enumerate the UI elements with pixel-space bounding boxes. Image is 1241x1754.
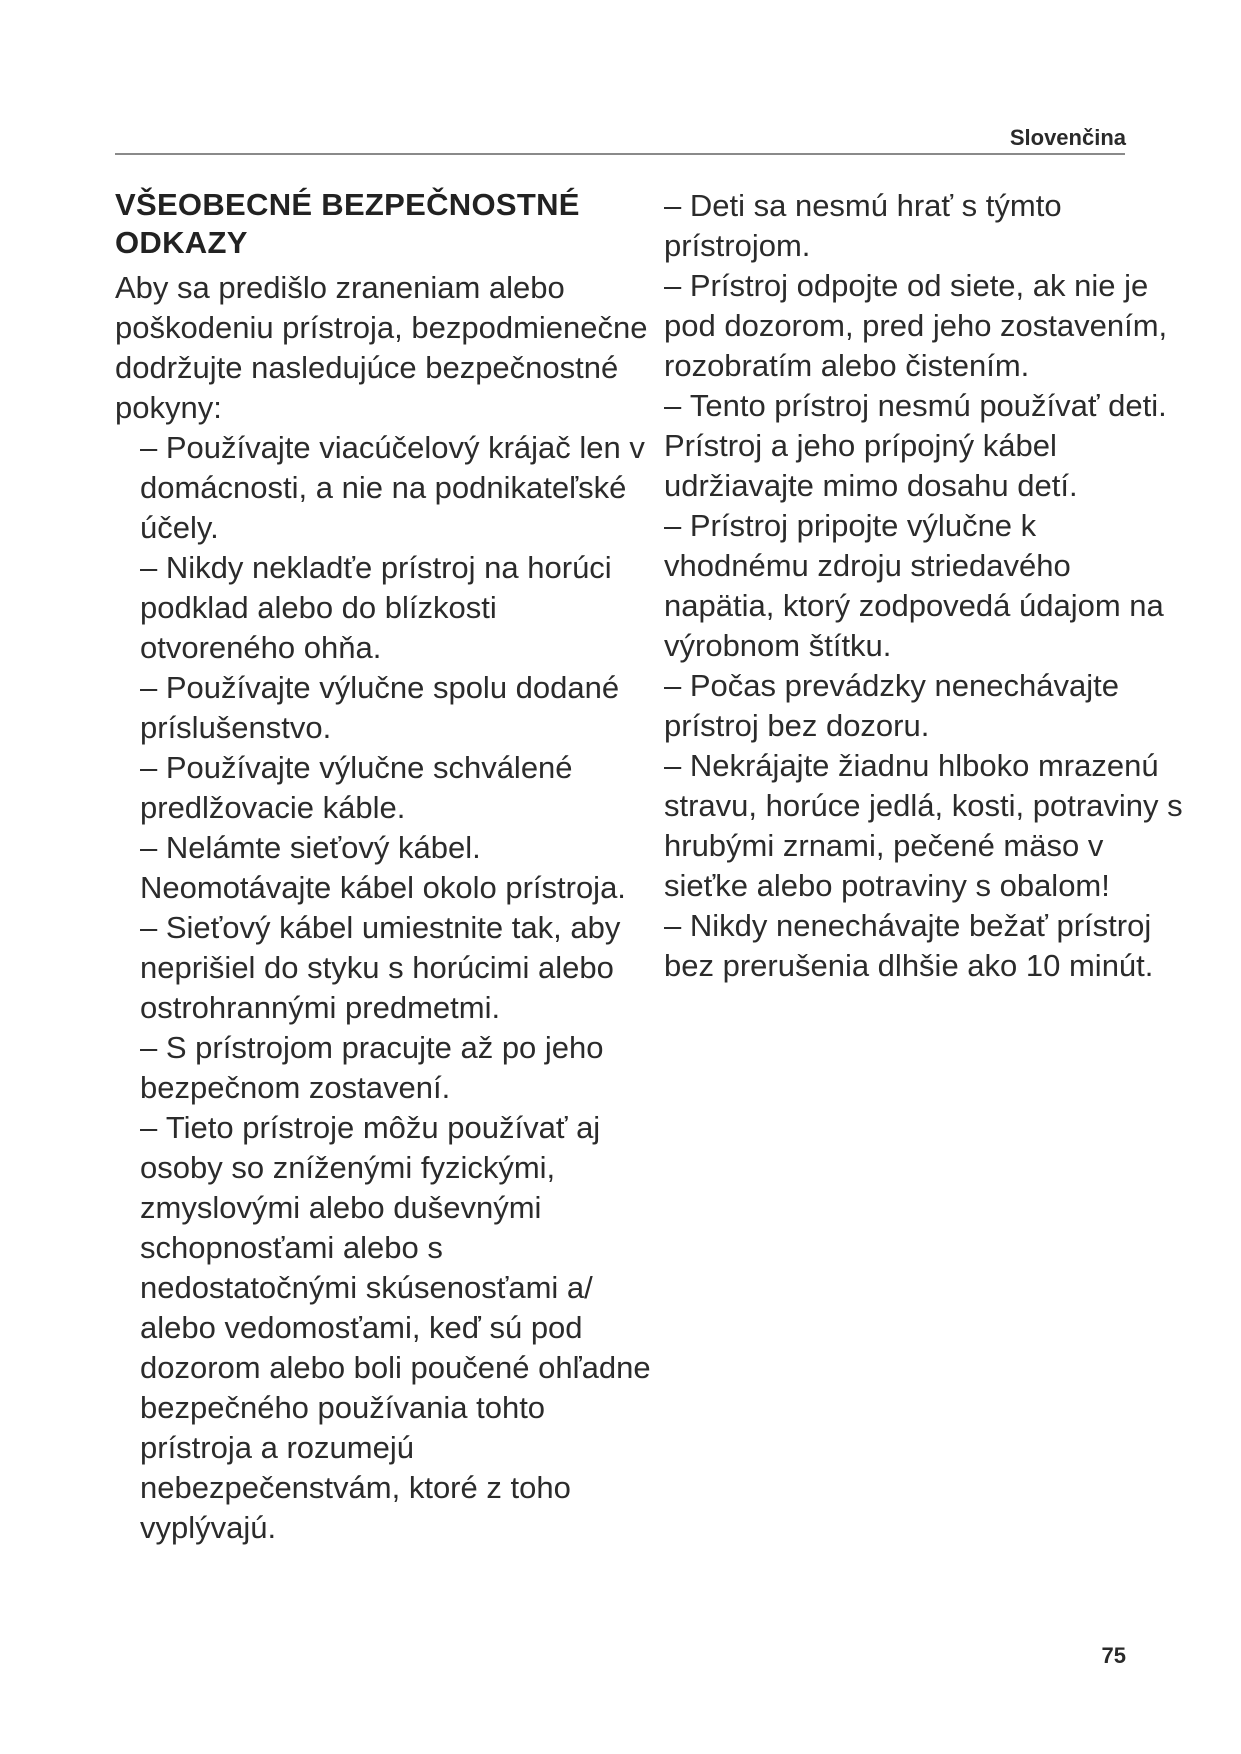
safety-item: – Prístroj odpojte od siete, ak nie je pod dozorom, pred jeho zostavením, rozobratím alebo čistením.: [664, 266, 1184, 386]
section-intro: Aby sa predišlo zraneniam alebo poškodeniu prístroja, bezpodmienečne dodržujte nasledujúce bezpečnostné pokyny:: [115, 270, 648, 425]
right-column: [664, 186, 1184, 986]
safety-item: – Tento prístroj nesmú používať deti. Prístroj a jeho prípojný kábel udržiavajte mimo dosahu detí.: [664, 386, 1184, 506]
left-column: [115, 186, 655, 1548]
safety-item: – Používajte výlučne schválené predlžovacie káble.: [140, 748, 655, 828]
header-divider: [115, 153, 1125, 155]
safety-item: – Nikdy nenechávajte bežať prístroj bez prerušenia dlhšie ako 10 minút.: [664, 906, 1184, 986]
safety-item: – Používajte viacúčelový krájač len v domácnosti, a nie na podnikateľské účely.: [140, 428, 655, 548]
safety-list-left: [115, 428, 655, 1548]
safety-item: – Nelámte sieťový kábel. Neomotávajte kábel okolo prístroja.: [140, 828, 655, 908]
safety-item: – Prístroj pripojte výlučne k vhodnému zdroju striedavého napätia, ktorý zodpovedá údajom na výrobnom štítku.: [664, 506, 1184, 666]
page-number: 75: [1101, 1643, 1126, 1668]
safety-item: – Používajte výlučne spolu dodané príslušenstvo.: [140, 668, 655, 748]
safety-item: – S prístrojom pracujte až po jeho bezpečnom zostavení.: [140, 1028, 655, 1108]
safety-item: – Nikdy nekladťe prístroj na horúci podklad alebo do blízkosti otvoreného ohňa.: [140, 548, 655, 668]
safety-item: – Deti sa nesmú hrať s týmto prístrojom.: [664, 186, 1184, 266]
safety-item: – Počas prevádzky nenechávajte prístroj bez dozoru.: [664, 666, 1184, 746]
safety-item: – Tieto prístroje môžu používať aj osoby so zníženými fyzickými, zmyslovými alebo duševnými schopnosťami alebo s nedostatočnými skúsenosťami a/ alebo vedomosťami, keď sú pod dozorom alebo boli poučené ohľadne bezpečného používania tohto prístroja a rozumejú nebezpečenstvám, ktoré z toho vyplývajú.: [140, 1108, 655, 1548]
section-title: VŠEOBECNÉ BEZPEČNOSTNÉ ODKAZY: [115, 187, 580, 260]
safety-item: – Sieťový kábel umiestnite tak, aby neprišiel do styku s horúcimi alebo ostrohrannými predmetmi.: [140, 908, 655, 1028]
safety-list-right: [664, 186, 1184, 986]
header-language-label: Slovenčina: [1009, 125, 1126, 150]
safety-item: – Nekrájajte žiadnu hlboko mrazenú stravu, horúce jedlá, kosti, potraviny s hrubými zrnami, pečené mäso v sieťke alebo potraviny s obalom!: [664, 746, 1184, 906]
